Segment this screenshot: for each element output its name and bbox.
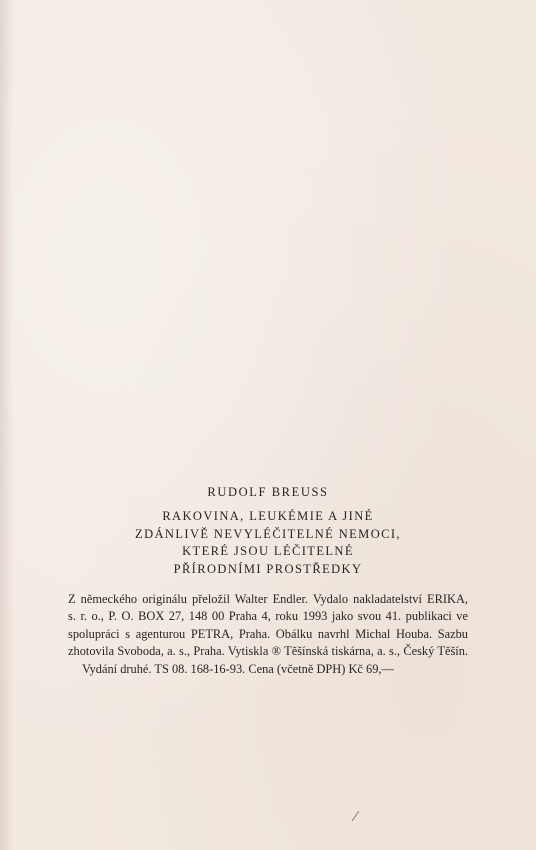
book-title <box>0 508 536 578</box>
title-line: ZDÁNLIVĚ NEVYLÉČITELNÉ NEMOCI, <box>135 526 401 541</box>
imprint-paragraph <box>68 591 468 678</box>
title-line: PŘÍRODNÍMI PROSTŘEDKY <box>173 561 363 576</box>
title-line: KTERÉ JSOU LÉČITELNÉ <box>182 544 354 558</box>
imprint-line: spolupráci s agenturou PETRA, Praha. Obálku navrhl Michal Houba. Sazbu <box>68 626 468 641</box>
page-edge-shadow <box>0 0 14 850</box>
imprint-line: Vydání druhé. TS 08. 168-16-93. Cena (včetně DPH) Kč 69,— <box>82 661 394 676</box>
author-name: RUDOLF BREUSS <box>207 485 329 499</box>
imprint-line: Z německého originálu přeložil Walter Endler. Vydalo nakladatelství ERIKA, <box>68 592 468 606</box>
imprint-line: zhotovila Svoboda, a. s., Praha. Vytiskla ® Těšínská tiskárna, a. s., Český Těšín. <box>68 644 468 659</box>
title-line: RAKOVINA, LEUKÉMIE A JINÉ <box>162 509 374 523</box>
pencil-mark <box>352 811 360 821</box>
imprint-line: s. r. o., P. O. BOX 27, 148 00 Praha 4, roku 1993 jako svou 41. publikaci ve <box>68 609 468 624</box>
